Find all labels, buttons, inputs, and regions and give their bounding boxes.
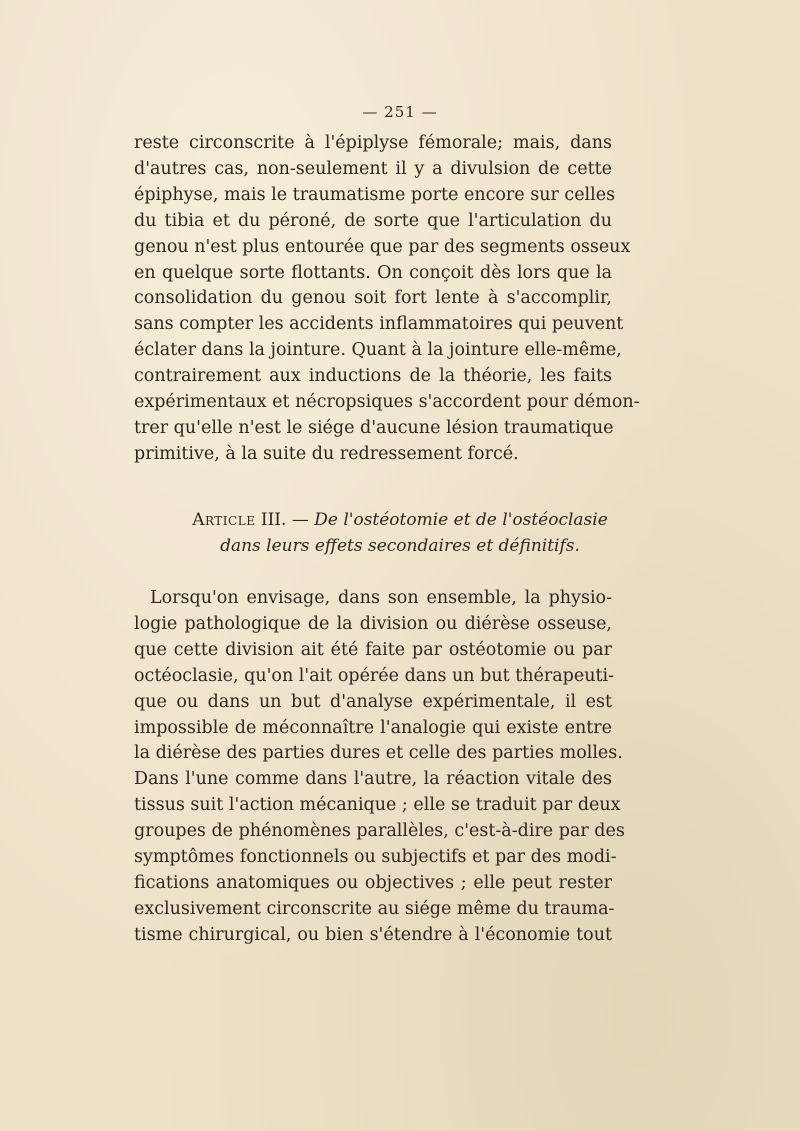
text-line: primitive, à la suite du redressement forcé. bbox=[134, 443, 519, 464]
paragraph-2 bbox=[134, 586, 625, 949]
article-title-line-1: De l'ostéotomie et de l'ostéoclasie bbox=[314, 510, 608, 530]
article-heading bbox=[0, 507, 800, 534]
article-number: III. bbox=[255, 510, 287, 530]
text-line: exclusivement circonscrite au siége même du trauma- bbox=[134, 898, 615, 919]
text-line: la diérèse des parties dures et celle des parties molles. bbox=[134, 743, 623, 764]
text-line: tissus suit l'action mécanique ; elle se traduit par deux bbox=[134, 795, 621, 816]
text-line: impossible de méconnaître l'analogie qui existe entre bbox=[134, 717, 612, 738]
article-subheading bbox=[0, 533, 800, 560]
text-line: Lorsqu'on envisage, dans son ensemble, la physio- bbox=[150, 588, 612, 608]
paragraph-1 bbox=[134, 131, 640, 468]
text-line: trer qu'elle n'est le siége d'aucune lésion traumatique bbox=[134, 417, 614, 438]
heading-dash: — bbox=[286, 510, 315, 530]
text-line: contrairement aux inductions de la théorie, les faits bbox=[134, 366, 612, 387]
article-label: Article bbox=[192, 510, 256, 530]
text-line: sans compter les accidents inflammatoires qui peuvent bbox=[134, 314, 624, 335]
text-line: du tibia et du péroné, de sorte que l'articulation du bbox=[134, 210, 612, 231]
text-line: groupes de phénomènes parallèles, c'est-à-dire par des bbox=[134, 821, 625, 842]
page-number: — 251 — bbox=[362, 103, 438, 121]
text-line: que ou dans un but d'analyse expérimentale, il est bbox=[134, 691, 612, 712]
text-line: logie pathologique de la division ou diérèse osseuse, bbox=[134, 613, 612, 634]
text-line: expérimentaux et nécropsiques s'accordent pour démon- bbox=[134, 392, 640, 413]
text-line: genou n'est plus entourée que par des segments osseux bbox=[134, 236, 631, 257]
text-line: que cette division ait été faite par ostéotomie ou par bbox=[134, 639, 612, 660]
text-line: consolidation du genou soit fort lente à s'accomplir, bbox=[134, 288, 612, 309]
text-line: fications anatomiques ou objectives ; elle peut rester bbox=[134, 872, 612, 893]
text-line: octéoclasie, qu'on l'ait opérée dans un but thérapeuti- bbox=[134, 665, 615, 686]
text-line: Dans l'une comme dans l'autre, la réaction vitale des bbox=[134, 769, 612, 790]
text-line: d'autres cas, non-seulement il y a divulsion de cette bbox=[134, 158, 612, 179]
text-line: épiphyse, mais le traumatisme porte encore sur celles bbox=[134, 184, 616, 205]
text-line: en quelque sorte flottants. On conçoit dès lors que la bbox=[134, 262, 612, 283]
text-line: tisme chirurgical, ou bien s'étendre à l'économie tout bbox=[134, 924, 612, 945]
text-line: reste circonscrite à l'épiplyse fémorale; mais, dans bbox=[134, 133, 612, 153]
text-line: éclater dans la jointure. Quant à la jointure elle-même, bbox=[134, 340, 622, 361]
article-title-line-2: dans leurs effets secondaires et définitifs. bbox=[220, 536, 580, 556]
text-line: symptômes fonctionnels ou subjectifs et par des modi- bbox=[134, 847, 617, 868]
